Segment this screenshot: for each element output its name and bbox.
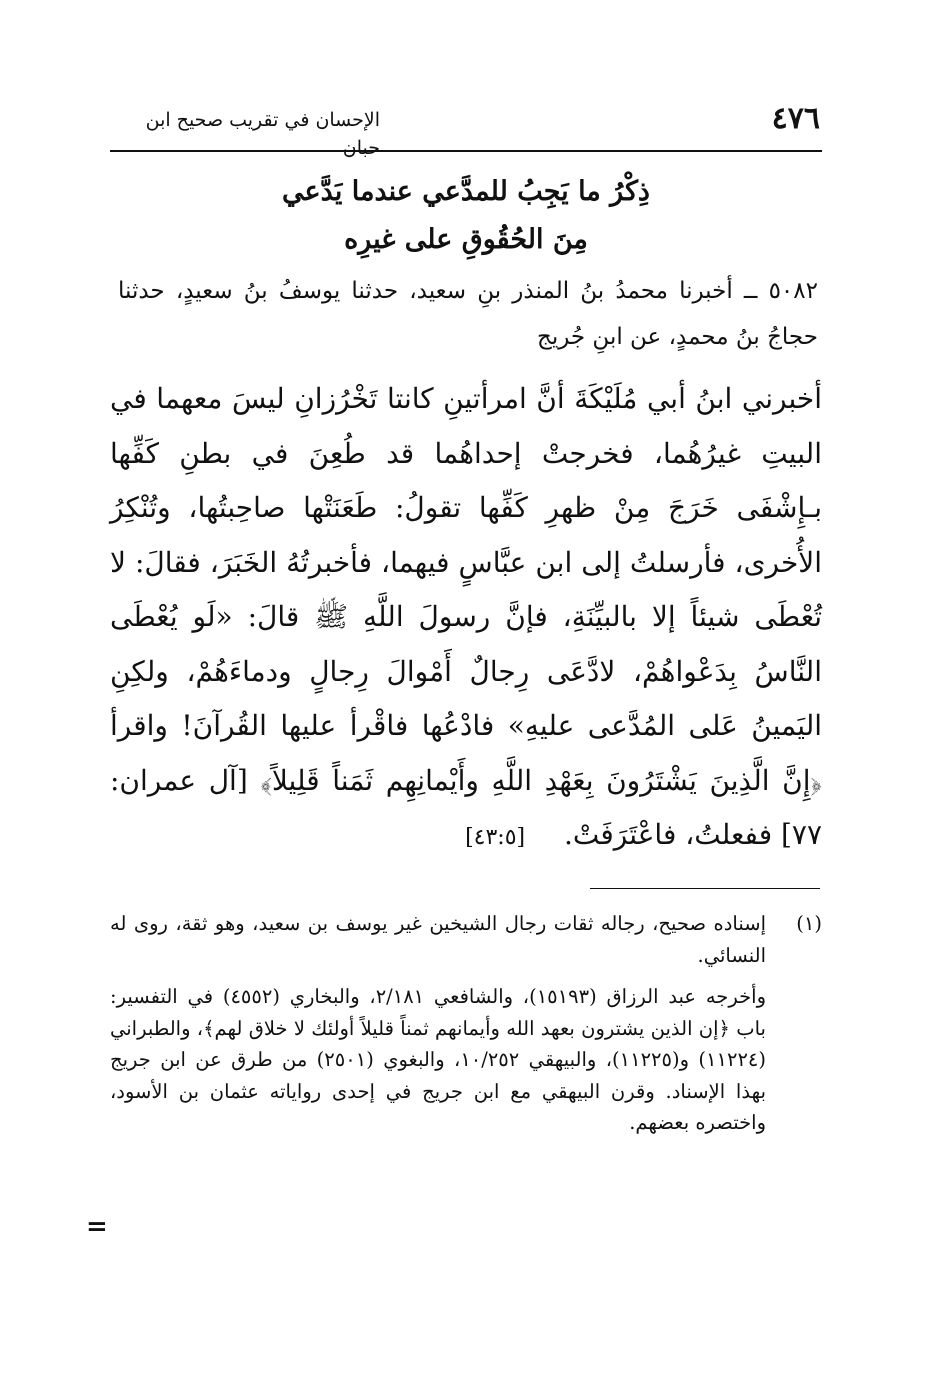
footnote-divider <box>590 888 820 889</box>
hadith-isnad: ٥٠٨٢ ــ أخبرنا محمدُ بنُ المنذر بنِ سعيد، حدثنا يوسفُ بنُ سعيدٍ، حدثنا حجاجُ بنُ محمدٍ، عن ابنِ جُريج <box>118 278 818 350</box>
footnote-paragraph-1: إسناده صحيح، رجاله ثقات رجال الشيخين غير يوسف بن سعيد، وهو ثقة، روى له النسائي. <box>110 912 766 967</box>
header-divider <box>110 150 822 152</box>
chapter-heading <box>110 168 822 264</box>
footnote-paragraph-2: وأخرجه عبد الرزاق (١٥١٩٣)، والشافعي ٢/١٨١، والبخاري (٤٥٥٢) في التفسير: باب ﴿إن الذين يشترون بعهد الله وأيمانهم ثمناً قليلاً أولئك لا خلاق لهم﴾، والطبراني (١١٢٢٤) و(١١٢٢٥)، والبيهقي ١٠/٢٥٢، والبغوي (٢٥٠١) من طرق عن ابن جريج بهذا الإسناد. وقرن البيهقي مع ابن جريج في إحدى رواياته عثمان بن الأسود، واختصره بعضهم. <box>110 985 767 1134</box>
footnote-1 <box>110 908 822 1139</box>
continuation-mark: = <box>86 1212 108 1242</box>
hadith-reference: [٤٣:٥] <box>465 825 526 850</box>
hadith-matn: أخبرني ابنُ أبي مُلَيْكَةَ أنَّ امرأتينِ كانتا تَخْرُزانِ ليسَ معهما في البيتِ غيرُهُما، فخرجتْ إحداهُما قد طُعِنَ في بطنِ كَفِّها بـإِشْفَى خَرَجَ مِنْ ظهرِ كَفِّها تقولُ: طَعَنَتْها صاحِبتُها، وتُنْكِرُ الأُخرى، فأرسلتُ إلى ابن عبَّاسٍ فيهما، فأخبرتُهُ الخَبَرَ، فقالَ: لا تُعْطَى شيئاً إلا بالبيِّنَةِ، فإنَّ رسولَ اللَّهِ ﷺ قالَ: «لَو يُعْطَى النَّاسُ بِدَعْواهُمْ، لادَّعَى رِجالٌ أَمْوالَ رِجالٍ ودماءَهُمْ، ولكِنِ اليَمينُ عَلى المُدَّعى عليهِ» فادْعُها فاقْرأ عليها القُرآنَ! واقرأ ﴿إِنَّ الَّذِينَ يَشْتَرُونَ بِعَهْدِ اللَّهِ وأَيْمانِهِم ثَمَناً قَلِيلاً﴾ [آل عمران: ٧٧] ففعلتُ، فاعْتَرَفَتْ. <box>110 382 822 851</box>
footnote-body <box>110 908 766 1139</box>
page-number: ٤٧٦ <box>771 101 820 136</box>
footnote-marker: (١) <box>796 912 822 935</box>
running-title: الإحسان في تقريب صحيح ابن حبان <box>145 109 380 159</box>
chapter-title-line-2: مِنَ الحُقُوقِ على غيرِه <box>344 224 588 255</box>
hadith-matn-block <box>110 372 822 866</box>
footnotes <box>110 908 822 1139</box>
chapter-title-line-1: ذِكْرُ ما يَجِبُ للمدَّعي عندما يَدَّعي <box>282 176 650 207</box>
